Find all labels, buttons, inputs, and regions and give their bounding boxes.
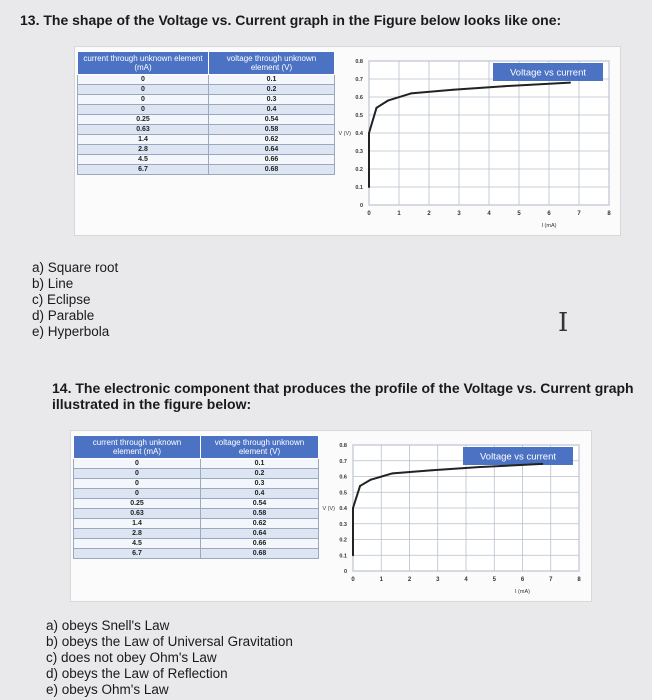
table-row <box>74 529 319 539</box>
x-tick-label: 1 <box>397 211 401 217</box>
x-tick-label: 4 <box>487 211 491 217</box>
y-tick-label: 0.4 <box>339 506 347 512</box>
voltage-cell: 0.62 <box>209 135 335 145</box>
data-point <box>503 85 505 87</box>
x-tick-label: 0 <box>351 577 355 583</box>
voltage-cell: 0.64 <box>209 145 335 155</box>
data-point <box>452 89 454 91</box>
data-table-14 <box>73 435 319 559</box>
voltage-cell: 0.66 <box>201 539 319 549</box>
x-tick-label: 8 <box>607 211 611 217</box>
current-cell: 0.63 <box>74 509 201 519</box>
current-cell: 6.7 <box>78 165 209 175</box>
x-tick-label: 6 <box>547 211 551 217</box>
voltage-cell: 0.66 <box>209 155 335 165</box>
current-cell: 0 <box>78 85 209 95</box>
voltage-cell: 0.58 <box>201 509 319 519</box>
current-cell: 2.8 <box>74 529 201 539</box>
figure-13 <box>74 46 621 236</box>
current-cell: 0.63 <box>78 125 209 135</box>
question-14-title-line2: illustrated in the figure below: <box>52 396 252 412</box>
option-d[interactable]: d) Parable <box>32 308 95 323</box>
x-tick-label: 7 <box>549 577 553 583</box>
data-point <box>352 539 354 541</box>
option-e[interactable]: e) Hyperbola <box>32 324 110 339</box>
voltage-cell: 0.4 <box>209 105 335 115</box>
y-tick-label: 0.1 <box>355 185 363 191</box>
data-point <box>368 168 370 170</box>
current-cell: 4.5 <box>74 539 201 549</box>
options-14 <box>46 618 293 698</box>
voltage-cell: 0.2 <box>201 469 319 479</box>
voltage-current-chart <box>321 435 587 597</box>
current-cell: 6.7 <box>74 549 201 559</box>
data-point <box>368 150 370 152</box>
x-tick-label: 0 <box>367 211 371 217</box>
data-point <box>431 469 433 471</box>
voltage-cell: 0.54 <box>209 115 335 125</box>
data-point <box>392 472 394 474</box>
table-row <box>78 155 335 165</box>
y-tick-label: 0.8 <box>339 443 347 449</box>
data-point <box>569 82 571 84</box>
table-row <box>74 499 319 509</box>
x-tick-label: 5 <box>517 211 521 217</box>
current-cell: 0 <box>74 479 201 489</box>
current-cell: 0 <box>78 95 209 105</box>
current-cell: 1.4 <box>74 519 201 529</box>
y-tick-label: 0.1 <box>339 553 347 560</box>
voltage-cell: 0.1 <box>209 75 335 85</box>
option-c[interactable]: c) Eclipse <box>32 292 91 307</box>
question-14-title-line1: 14. The electronic component that produces the profile of the Voltage vs. Current graph <box>52 380 634 396</box>
current-cell: 2.8 <box>78 145 209 155</box>
data-point <box>370 479 372 481</box>
text-cursor-icon: I <box>558 308 569 338</box>
table-row <box>74 489 319 499</box>
x-tick-label: 5 <box>492 577 496 583</box>
option-b[interactable]: b) Line <box>32 276 74 291</box>
chart-14 <box>321 435 587 597</box>
current-cell: 0 <box>74 489 201 499</box>
x-axis-label: I (mA) <box>541 223 557 229</box>
chart-title: Voltage vs current <box>509 67 587 79</box>
voltage-cell: 0.54 <box>201 499 319 509</box>
table-row <box>74 479 319 489</box>
current-cell: 0 <box>74 469 201 479</box>
table-body <box>78 75 335 175</box>
y-tick-label: 0.7 <box>339 458 347 465</box>
options-13 <box>32 260 118 340</box>
table-row <box>78 75 335 85</box>
y-tick-label: 0.7 <box>355 77 363 83</box>
option-a[interactable]: a) Square root <box>32 260 119 275</box>
voltage-cell: 0.62 <box>201 519 319 529</box>
table-row <box>78 135 335 145</box>
header-current: current through unknown element (mA) <box>74 436 201 459</box>
voltage-cell: 0.3 <box>209 95 335 105</box>
y-tick-label: 0.4 <box>355 131 363 137</box>
table-row <box>78 165 335 175</box>
current-cell: 0.25 <box>74 499 201 509</box>
table-row <box>74 539 319 549</box>
data-point <box>376 107 378 109</box>
y-tick-label: 0.6 <box>339 474 347 481</box>
y-tick-label: 0.5 <box>355 113 363 119</box>
table-row <box>74 549 319 559</box>
current-cell: 0.25 <box>78 115 209 125</box>
question-13-title: 13. The shape of the Voltage vs. Current graph in the Figure below looks like one: <box>20 12 562 28</box>
table-row <box>74 469 319 479</box>
data-point <box>541 463 543 465</box>
current-cell: 0 <box>78 105 209 115</box>
table-row <box>78 145 335 155</box>
current-cell: 1.4 <box>78 135 209 145</box>
option-b[interactable]: b) obeys the Law of Universal Gravitation <box>46 634 293 649</box>
y-tick-label: 0 <box>343 569 347 575</box>
x-axis-label: I (mA) <box>515 589 530 595</box>
y-tick-label: 0.3 <box>355 149 363 155</box>
y-axis-label: V (V) <box>322 506 335 512</box>
y-tick-label: 0.2 <box>339 537 347 544</box>
current-cell: 0 <box>78 75 209 85</box>
data-table-13 <box>77 51 335 175</box>
chart-title: Voltage vs current <box>479 451 557 463</box>
x-tick-label: 6 <box>520 577 525 583</box>
data-point <box>368 132 370 134</box>
header-voltage: voltage through unknown element (V) <box>209 52 335 75</box>
x-tick-label: 2 <box>407 577 412 583</box>
x-tick-label: 4 <box>464 577 468 583</box>
voltage-cell: 0.1 <box>201 459 319 469</box>
data-point <box>368 186 370 188</box>
y-tick-label: 0.5 <box>339 490 347 497</box>
voltage-cell: 0.4 <box>201 489 319 499</box>
voltage-cell: 0.68 <box>201 549 319 559</box>
data-point <box>352 554 354 556</box>
voltage-cell: 0.64 <box>201 529 319 539</box>
voltage-cell: 0.68 <box>209 165 335 175</box>
x-tick-label: 3 <box>457 211 461 217</box>
voltage-cell: 0.2 <box>209 85 335 95</box>
table-row <box>74 519 319 529</box>
y-tick-label: 0 <box>359 203 363 209</box>
data-point <box>387 100 389 102</box>
table-row <box>74 509 319 519</box>
data-point <box>479 466 481 468</box>
x-tick-label: 7 <box>577 211 581 217</box>
header-voltage: voltage through unknown element (V) <box>201 436 319 459</box>
data-point <box>359 485 361 487</box>
table-row <box>78 115 335 125</box>
figure-14 <box>70 430 592 602</box>
table-row <box>78 125 335 135</box>
current-cell: 0 <box>74 459 201 469</box>
data-point <box>352 507 354 509</box>
x-tick-label: 2 <box>427 211 431 217</box>
data-point <box>410 92 412 94</box>
table-row <box>78 105 335 115</box>
table-row <box>78 85 335 95</box>
option-c[interactable]: c) does not obey Ohm's Law <box>46 650 217 665</box>
current-cell: 4.5 <box>78 155 209 165</box>
chart-13 <box>337 51 617 231</box>
table-row <box>78 95 335 105</box>
question-14-title <box>52 380 634 412</box>
x-tick-label: 1 <box>379 577 383 583</box>
table-row <box>74 459 319 469</box>
x-tick-label: 3 <box>436 577 440 583</box>
y-axis-label: V (V) <box>338 131 351 137</box>
voltage-cell: 0.58 <box>209 125 335 135</box>
table-body <box>74 459 319 559</box>
voltage-cell: 0.3 <box>201 479 319 489</box>
voltage-current-chart <box>337 51 617 231</box>
y-tick-label: 0.3 <box>339 521 347 528</box>
y-tick-label: 0.2 <box>355 167 363 173</box>
y-tick-label: 0.8 <box>355 59 363 65</box>
y-tick-label: 0.6 <box>355 95 363 101</box>
header-current: current through unknown element (mA) <box>78 52 209 75</box>
option-d[interactable]: d) obeys the Law of Reflection <box>46 666 228 681</box>
data-point <box>352 523 354 525</box>
x-tick-label: 8 <box>577 577 581 583</box>
option-a[interactable]: a) obeys Snell's Law <box>46 618 170 633</box>
option-e[interactable]: e) obeys Ohm's Law <box>46 682 169 697</box>
